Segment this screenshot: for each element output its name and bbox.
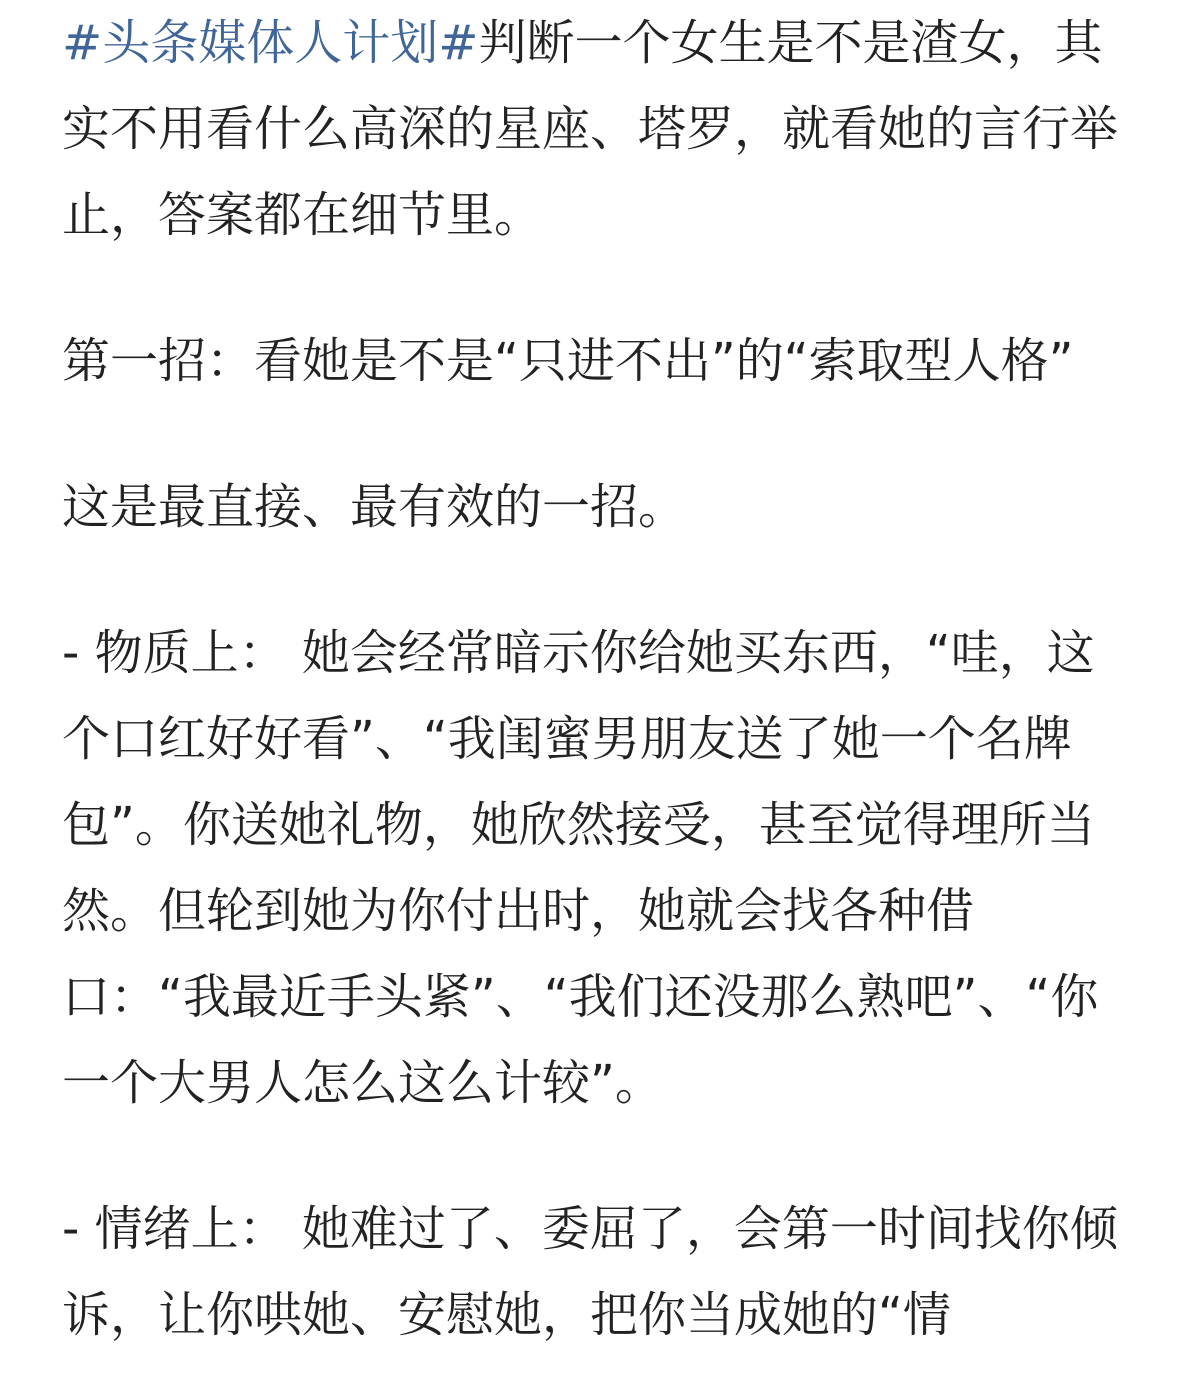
intro-paragraph — [62, 0, 1132, 258]
topic-tag-link[interactable]: #头条媒体人计划# — [62, 15, 479, 71]
section-lead: 这是最直接、最有效的一招。 — [62, 479, 687, 535]
emotion-paragraph: - 情绪上： 她难过了、委屈了，会第一时间找你倾诉，让你哄她、安慰她，把你当成她的“情 — [62, 1201, 1118, 1343]
material-paragraph: - 物质上： 她会经常暗示你给她买东西，“哇，这个口红好好看”、“我闺蜜男朋友送了她一个名牌包”。你送她礼物，她欣然接受，甚至觉得理所当然。但轮到她为你付出时，她就会找各种借口：“我最近手头紧”、“我们还没那么熟吧”、“你一个大男人怎么这么计较”。 — [62, 625, 1099, 1111]
section-heading: 第一招：看她是不是“只进不出”的“索取型人格” — [62, 333, 1074, 389]
article-body — [62, 0, 1132, 1398]
intro-text: 判断一个女生是不是渣女，其实不用看什么高深的星座、塔罗，就看她的言行举止，答案都在细节里。 — [62, 15, 1119, 243]
